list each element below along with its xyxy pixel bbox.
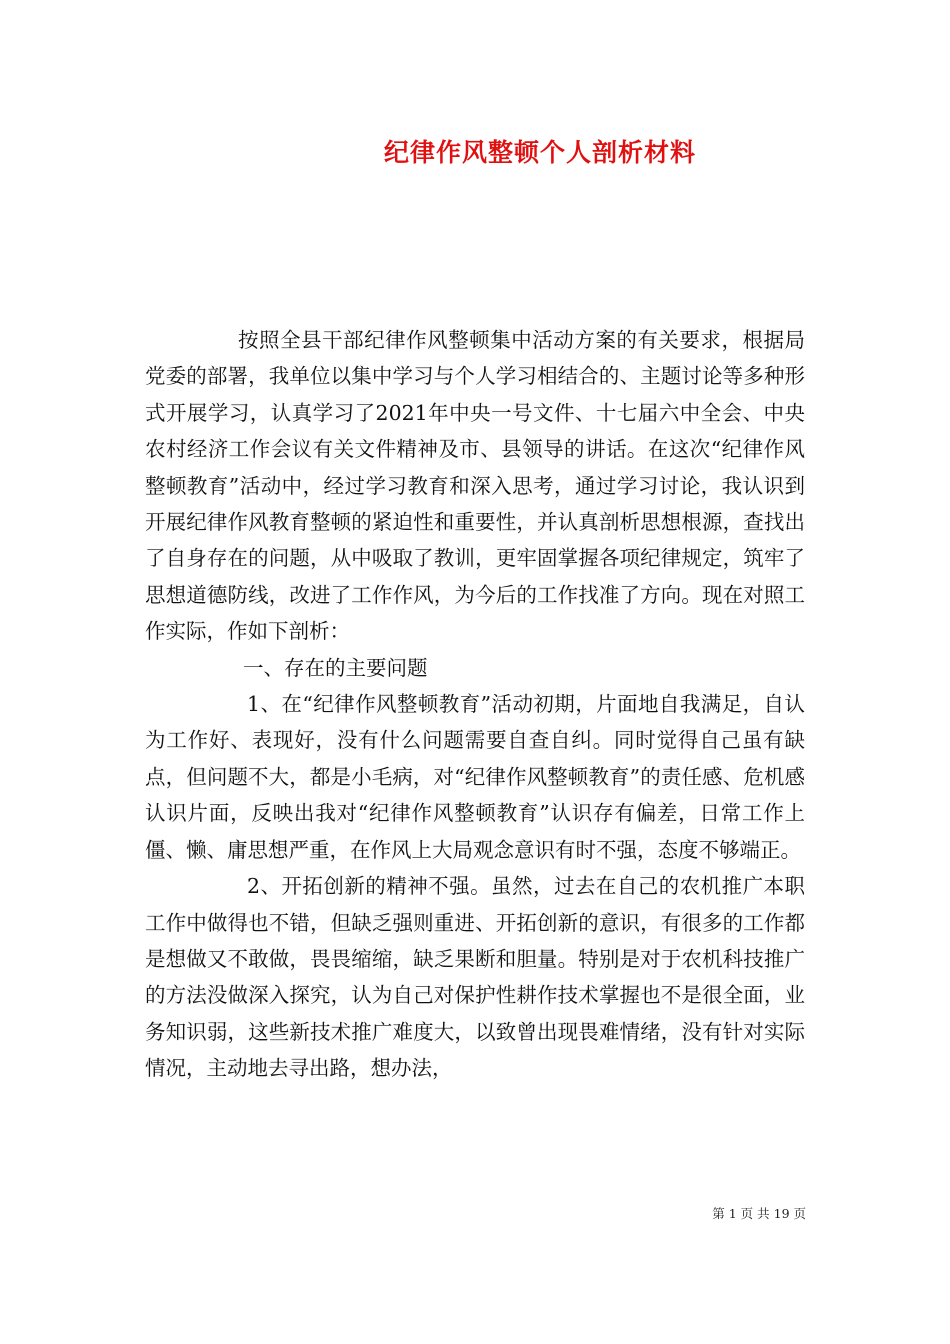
- intro-paragraph: 按照全县干部纪律作风整顿集中活动方案的有关要求，根据局党委的部署，我单位以集中学习与个人学习相结合的、主题讨论等多种形式开展学习，认真学习了2021年中央一号文件、十七届六中全会、中央农村经济工作会议有关文件精神及市、县领导的讲话。在这次“纪律作风整顿教育”活动中，经过学习教育和深入思考，通过学习讨论，我认识到开展纪律作风教育整顿的紧迫性和重要性，并认真剖析思想根源，查找出了自身存在的问题，从中吸取了教训，更牢固掌握各项纪律规定，筑牢了思想道德防线，改进了工作作风，为今后的工作找准了方向。现在对照工作实际，作如下剖析：: [145, 328, 805, 644]
- document-title: 纪律作风整顿个人剖析材料: [383, 138, 696, 167]
- document-body: [145, 322, 805, 1087]
- problem-item-1: 1、在“纪律作风整顿教育”活动初期，片面地自我满足，自认为工作好、表现好，没有什么问题需要自查自纠。同时觉得自己虽有缺点，但问题不大，都是小毛病，对“纪律作风整顿教育”的责任感、危机感认识片面，反映出我对“纪律作风整顿教育”认识存有偏差，日常工作上僵、懒、庸思想严重，在作风上大局观念意识有时不强，态度不够端正。: [145, 692, 805, 862]
- section-heading: 一、存在的主要问题: [243, 655, 428, 680]
- problem-item-2: 2、开拓创新的精神不强。虽然，过去在自己的农机推广本职工作中做得也不错，但缺乏强则重进、开拓创新的意识，有很多的工作都是想做又不敢做，畏畏缩缩，缺乏果断和胆量。特别是对于农机科技推广的方法没做深入探究，认为自己对保护性耕作技术掌握也不是很全面，业务知识弱，这些新技术推广难度大，以致曾出现畏难情绪，没有针对实际情况，主动地去寻出路，想办法，: [145, 874, 805, 1081]
- page-number-footer: 第 1 页 共 19 页: [712, 1206, 806, 1221]
